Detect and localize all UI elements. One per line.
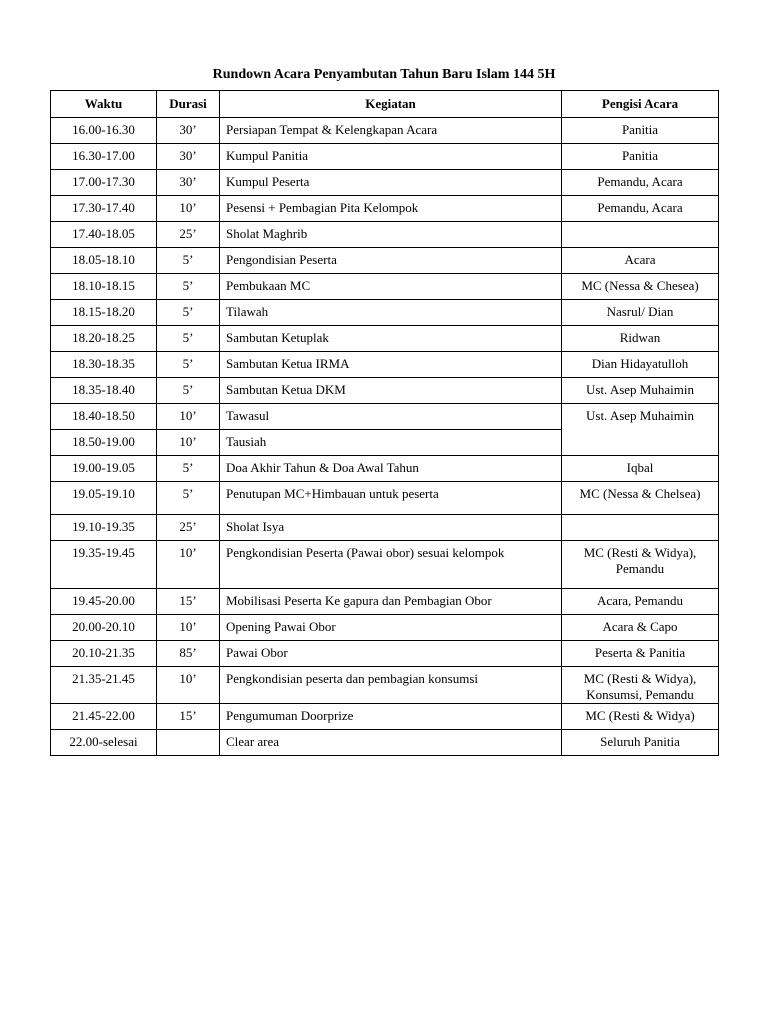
table-row <box>51 170 719 196</box>
cell-waktu: 18.50-19.00 <box>51 430 157 456</box>
table-row <box>51 615 719 641</box>
cell-kegiatan: Pengumuman Doorprize <box>220 704 562 730</box>
cell-kegiatan: Pengkondisian peserta dan pembagian konsumsi <box>220 667 562 704</box>
table-row <box>51 274 719 300</box>
cell-durasi: 25’ <box>157 515 220 541</box>
cell-pengisi-acara: Iqbal <box>562 456 719 482</box>
cell-kegiatan: Kumpul Peserta <box>220 170 562 196</box>
cell-pengisi-acara: Ust. Asep Muhaimin <box>562 378 719 404</box>
table-row <box>51 589 719 615</box>
table-row <box>51 378 719 404</box>
cell-kegiatan: Pawai Obor <box>220 641 562 667</box>
cell-pengisi-acara: MC (Nessa & Chelsea) <box>562 482 719 515</box>
cell-durasi: 30’ <box>157 118 220 144</box>
cell-durasi: 10’ <box>157 430 220 456</box>
cell-pengisi-acara: Ridwan <box>562 326 719 352</box>
cell-pengisi-acara: MC (Nessa & Chesea) <box>562 274 719 300</box>
table-row <box>51 196 719 222</box>
cell-waktu: 19.00-19.05 <box>51 456 157 482</box>
cell-kegiatan: Sambutan Ketua IRMA <box>220 352 562 378</box>
cell-waktu: 17.00-17.30 <box>51 170 157 196</box>
cell-waktu: 18.40-18.50 <box>51 404 157 430</box>
cell-kegiatan: Tilawah <box>220 300 562 326</box>
cell-kegiatan: Sambutan Ketua DKM <box>220 378 562 404</box>
table-row <box>51 326 719 352</box>
table-row <box>51 541 719 589</box>
cell-kegiatan: Pengondisian Peserta <box>220 248 562 274</box>
cell-durasi <box>157 730 220 756</box>
table-row <box>51 641 719 667</box>
cell-waktu: 21.45-22.00 <box>51 704 157 730</box>
cell-waktu: 22.00-selesai <box>51 730 157 756</box>
cell-durasi: 30’ <box>157 144 220 170</box>
cell-waktu: 19.05-19.10 <box>51 482 157 515</box>
cell-kegiatan: Sholat Isya <box>220 515 562 541</box>
table-row <box>51 222 719 248</box>
cell-durasi: 15’ <box>157 704 220 730</box>
cell-waktu: 19.45-20.00 <box>51 589 157 615</box>
header-kegiatan: Kegiatan <box>220 91 562 118</box>
cell-durasi: 10’ <box>157 404 220 430</box>
table-row <box>51 704 719 730</box>
cell-durasi: 10’ <box>157 541 220 589</box>
cell-pengisi-acara: Seluruh Panitia <box>562 730 719 756</box>
rundown-table <box>50 90 719 756</box>
cell-kegiatan: Pesensi + Pembagian Pita Kelompok <box>220 196 562 222</box>
table-row <box>51 730 719 756</box>
cell-kegiatan: Opening Pawai Obor <box>220 615 562 641</box>
cell-waktu: 20.00-20.10 <box>51 615 157 641</box>
cell-pengisi-acara: Panitia <box>562 144 719 170</box>
cell-kegiatan: Sambutan Ketuplak <box>220 326 562 352</box>
cell-durasi: 5’ <box>157 456 220 482</box>
cell-waktu: 16.30-17.00 <box>51 144 157 170</box>
table-row <box>51 404 719 430</box>
header-durasi: Durasi <box>157 91 220 118</box>
cell-durasi: 5’ <box>157 352 220 378</box>
cell-waktu: 17.40-18.05 <box>51 222 157 248</box>
cell-durasi: 5’ <box>157 326 220 352</box>
document-title: Rundown Acara Penyambutan Tahun Baru Islam 144 5H <box>212 67 556 82</box>
cell-pengisi-acara: Acara & Capo <box>562 615 719 641</box>
cell-pengisi-acara: Pemandu, Acara <box>562 170 719 196</box>
cell-waktu: 16.00-16.30 <box>51 118 157 144</box>
cell-durasi: 5’ <box>157 274 220 300</box>
cell-durasi: 85’ <box>157 641 220 667</box>
table-row <box>51 248 719 274</box>
cell-waktu: 21.35-21.45 <box>51 667 157 704</box>
cell-durasi: 30’ <box>157 170 220 196</box>
cell-durasi: 5’ <box>157 248 220 274</box>
cell-durasi: 10’ <box>157 667 220 704</box>
cell-waktu: 18.10-18.15 <box>51 274 157 300</box>
cell-kegiatan: Tausiah <box>220 430 562 456</box>
cell-kegiatan: Kumpul Panitia <box>220 144 562 170</box>
cell-kegiatan: Penutupan MC+Himbauan untuk peserta <box>220 482 562 515</box>
table-row <box>51 667 719 704</box>
cell-waktu: 17.30-17.40 <box>51 196 157 222</box>
cell-pengisi-acara: Pemandu, Acara <box>562 196 719 222</box>
cell-kegiatan: Pembukaan MC <box>220 274 562 300</box>
cell-waktu: 18.20-18.25 <box>51 326 157 352</box>
cell-waktu: 18.35-18.40 <box>51 378 157 404</box>
table-header-row <box>51 91 719 118</box>
cell-pengisi-acara: Acara <box>562 248 719 274</box>
table-row <box>51 352 719 378</box>
table-row <box>51 118 719 144</box>
cell-kegiatan: Pengkondisian Peserta (Pawai obor) sesuai kelompok <box>220 541 562 589</box>
cell-kegiatan: Tawasul <box>220 404 562 430</box>
cell-durasi: 10’ <box>157 196 220 222</box>
cell-kegiatan: Mobilisasi Peserta Ke gapura dan Pembagian Obor <box>220 589 562 615</box>
table-row <box>51 300 719 326</box>
cell-pengisi-acara: Panitia <box>562 118 719 144</box>
cell-kegiatan: Sholat Maghrib <box>220 222 562 248</box>
cell-durasi: 5’ <box>157 300 220 326</box>
cell-pengisi-acara <box>562 515 719 541</box>
cell-kegiatan: Persiapan Tempat & Kelengkapan Acara <box>220 118 562 144</box>
table-row <box>51 482 719 515</box>
cell-pengisi-acara: Acara, Pemandu <box>562 589 719 615</box>
table-row <box>51 456 719 482</box>
cell-waktu: 18.30-18.35 <box>51 352 157 378</box>
cell-durasi: 10’ <box>157 615 220 641</box>
table-row <box>51 144 719 170</box>
cell-pengisi-acara-merged: Ust. Asep Muhaimin <box>562 404 719 456</box>
cell-waktu: 18.15-18.20 <box>51 300 157 326</box>
cell-waktu: 20.10-21.35 <box>51 641 157 667</box>
cell-kegiatan: Clear area <box>220 730 562 756</box>
cell-waktu: 19.10-19.35 <box>51 515 157 541</box>
cell-pengisi-acara: MC (Resti & Widya), Pemandu <box>562 541 719 589</box>
cell-pengisi-acara: Dian Hidayatulloh <box>562 352 719 378</box>
cell-pengisi-acara: MC (Resti & Widya) <box>562 704 719 730</box>
cell-durasi: 25’ <box>157 222 220 248</box>
cell-pengisi-acara: MC (Resti & Widya), Konsumsi, Pemandu <box>562 667 719 704</box>
cell-pengisi-acara <box>562 222 719 248</box>
cell-waktu: 18.05-18.10 <box>51 248 157 274</box>
cell-durasi: 15’ <box>157 589 220 615</box>
header-waktu: Waktu <box>51 91 157 118</box>
cell-durasi: 5’ <box>157 482 220 515</box>
header-pengisi-acara: Pengisi Acara <box>562 91 719 118</box>
cell-waktu: 19.35-19.45 <box>51 541 157 589</box>
table-row <box>51 515 719 541</box>
cell-durasi: 5’ <box>157 378 220 404</box>
cell-pengisi-acara: Nasrul/ Dian <box>562 300 719 326</box>
cell-pengisi-acara: Peserta & Panitia <box>562 641 719 667</box>
cell-kegiatan: Doa Akhir Tahun & Doa Awal Tahun <box>220 456 562 482</box>
